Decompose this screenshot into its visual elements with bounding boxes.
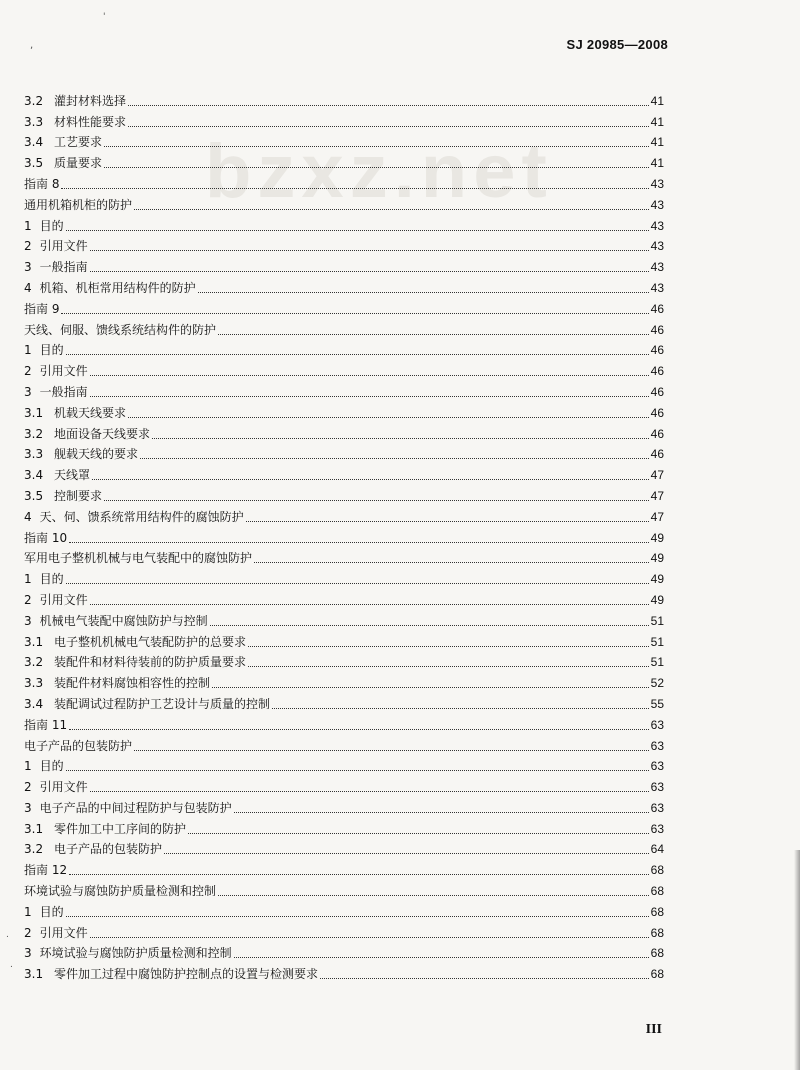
toc-entry-page: 64	[650, 842, 664, 857]
toc-entry-page: 63	[650, 738, 664, 753]
toc-dot-leader	[218, 334, 649, 335]
toc-entry-title: 指南 12	[24, 863, 68, 878]
toc-dot-leader	[66, 916, 649, 917]
toc-entry[interactable]	[24, 213, 664, 234]
toc-entry-title: 引用文件	[39, 592, 88, 607]
toc-entry-page: 68	[650, 904, 664, 919]
toc-entry-number: 2	[24, 592, 32, 607]
toc-entry-title: 引用文件	[39, 364, 88, 379]
toc-entry[interactable]	[24, 691, 664, 712]
toc-entry-title: 天线罩	[54, 468, 91, 483]
toc-entry-title: 目的	[39, 904, 64, 919]
toc-entry-page: 68	[650, 863, 664, 878]
toc-entry[interactable]	[24, 150, 664, 171]
toc-entry[interactable]	[24, 358, 664, 379]
toc-entry-number: 3	[24, 946, 32, 961]
toc-entry[interactable]	[24, 525, 664, 546]
toc-entry-page: 49	[650, 551, 664, 566]
toc-entry-number: 3.4	[24, 468, 44, 483]
toc-entry-page: 52	[650, 676, 664, 691]
toc-entry-title: 电子产品的中间过程防护与包装防护	[39, 800, 232, 815]
toc-dot-leader	[66, 583, 649, 584]
scan-speck: .	[10, 960, 13, 970]
toc-entry[interactable]	[24, 109, 664, 130]
toc-dot-leader	[61, 313, 648, 314]
toc-dot-leader	[234, 812, 649, 813]
toc-entry[interactable]	[24, 442, 664, 463]
toc-dot-leader	[90, 250, 649, 251]
toc-entry-title: 装配件材料腐蚀相容性的控制	[54, 676, 211, 691]
table-of-contents	[24, 88, 664, 982]
toc-dot-leader	[218, 895, 649, 896]
toc-entry[interactable]	[24, 379, 664, 400]
toc-entry[interactable]	[24, 421, 664, 442]
toc-entry-title: 目的	[39, 343, 64, 358]
toc-entry-title: 质量要求	[54, 156, 103, 171]
toc-entry-title: 目的	[39, 759, 64, 774]
scan-speck: .	[6, 930, 9, 940]
toc-entry-number: 1	[24, 904, 32, 919]
toc-dot-leader	[69, 874, 649, 875]
toc-entry-number: 3	[24, 260, 32, 275]
toc-entry[interactable]	[24, 712, 664, 733]
toc-dot-leader	[134, 750, 649, 751]
toc-dot-leader	[66, 354, 649, 355]
toc-entry[interactable]	[24, 837, 664, 858]
toc-entry-page: 68	[650, 946, 664, 961]
toc-entry-title: 指南 10	[24, 530, 68, 545]
toc-entry-title: 材料性能要求	[54, 114, 127, 129]
toc-entry-title: 引用文件	[39, 780, 88, 795]
toc-entry-number: 3.3	[24, 114, 44, 129]
toc-entry-number: 3	[24, 384, 32, 399]
toc-entry[interactable]	[24, 899, 664, 920]
toc-dot-leader	[188, 833, 649, 834]
toc-dot-leader	[212, 687, 649, 688]
toc-entry-page: 51	[650, 655, 664, 670]
toc-entry[interactable]	[24, 774, 664, 795]
toc-entry-page: 46	[650, 364, 664, 379]
toc-dot-leader	[104, 146, 649, 147]
toc-entry-page: 46	[650, 447, 664, 462]
toc-entry-page: 46	[650, 343, 664, 358]
toc-entry-number: 1	[24, 759, 32, 774]
toc-entry[interactable]	[24, 400, 664, 421]
toc-entry-page: 49	[650, 572, 664, 587]
toc-dot-leader	[66, 770, 649, 771]
watermark: bzxz.net	[205, 129, 553, 214]
toc-dot-leader	[69, 542, 649, 543]
toc-entry-title: 指南 8	[24, 176, 60, 191]
toc-entry[interactable]	[24, 275, 664, 296]
toc-dot-leader	[90, 396, 649, 397]
scan-speck: '	[103, 12, 106, 22]
toc-entry-page: 51	[650, 613, 664, 628]
toc-entry[interactable]	[24, 941, 664, 962]
toc-entry-page: 46	[650, 405, 664, 420]
toc-entry[interactable]	[24, 878, 664, 899]
toc-dot-leader	[90, 937, 649, 938]
toc-entry-page: 47	[650, 509, 664, 524]
toc-entry-title: 机械电气装配中腐蚀防护与控制	[39, 613, 208, 628]
toc-entry-number: 4	[24, 280, 32, 295]
toc-dot-leader	[92, 479, 649, 480]
toc-dot-leader	[104, 167, 649, 168]
toc-dot-leader	[254, 562, 649, 563]
toc-entry-number: 3.2	[24, 655, 44, 670]
toc-dot-leader	[210, 625, 649, 626]
toc-entry-number: 1	[24, 343, 32, 358]
toc-dot-leader	[248, 646, 649, 647]
toc-dot-leader	[128, 105, 649, 106]
toc-entry[interactable]	[24, 587, 664, 608]
toc-entry-page: 41	[650, 93, 664, 108]
toc-entry[interactable]	[24, 234, 664, 255]
toc-entry-page: 63	[650, 821, 664, 836]
toc-entry-number: 1	[24, 572, 32, 587]
toc-entry-page: 49	[650, 592, 664, 607]
toc-entry[interactable]	[24, 816, 664, 837]
toc-entry[interactable]	[24, 483, 664, 504]
toc-dot-leader	[140, 458, 649, 459]
toc-entry[interactable]	[24, 192, 664, 213]
toc-entry-title: 天、伺、馈系统常用结构件的腐蚀防护	[39, 509, 244, 524]
toc-dot-leader	[152, 438, 649, 439]
toc-entry-page: 63	[650, 800, 664, 815]
toc-entry-number: 2	[24, 364, 32, 379]
toc-entry-page: 63	[650, 759, 664, 774]
toc-entry-title: 装配调试过程防护工艺设计与质量的控制	[54, 696, 271, 711]
toc-dot-leader	[128, 126, 649, 127]
toc-entry-page: 63	[650, 780, 664, 795]
toc-entry-page: 43	[650, 280, 664, 295]
standard-code: SJ 20985—2008	[566, 37, 668, 52]
toc-entry-page: 43	[650, 239, 664, 254]
toc-entry-title: 舰载天线的要求	[54, 447, 139, 462]
toc-entry[interactable]	[24, 171, 664, 192]
toc-entry-number: 3.1	[24, 634, 44, 649]
toc-entry-title: 目的	[39, 572, 64, 587]
toc-entry-title: 装配件和材料待装前的防护质量要求	[54, 655, 247, 670]
toc-dot-leader	[61, 188, 648, 189]
toc-entry-page: 63	[650, 717, 664, 732]
toc-dot-leader	[134, 209, 649, 210]
toc-entry-title: 机箱、机柜常用结构件的防护	[39, 280, 196, 295]
toc-entry-title: 环境试验与腐蚀防护质量检测和控制	[24, 884, 217, 899]
toc-entry-number: 2	[24, 925, 32, 940]
toc-entry-page: 47	[650, 488, 664, 503]
toc-entry-number: 4	[24, 509, 32, 524]
toc-dot-leader	[198, 292, 649, 293]
toc-dot-leader	[128, 417, 649, 418]
toc-entry[interactable]	[24, 629, 664, 650]
toc-entry-number: 3.1	[24, 967, 44, 982]
toc-entry-title: 机载天线要求	[54, 405, 127, 420]
toc-entry[interactable]	[24, 608, 664, 629]
toc-entry-page: 55	[650, 696, 664, 711]
toc-dot-leader	[90, 375, 649, 376]
toc-entry-title: 一般指南	[39, 260, 88, 275]
toc-entry-page: 46	[650, 301, 664, 316]
toc-entry[interactable]	[24, 296, 664, 317]
toc-entry[interactable]	[24, 546, 664, 567]
toc-entry-title: 控制要求	[54, 488, 103, 503]
toc-entry-number: 2	[24, 239, 32, 254]
toc-entry-title: 目的	[39, 218, 64, 233]
toc-entry-title: 零件加工中工序间的防护	[54, 821, 187, 836]
toc-entry-number: 3	[24, 613, 32, 628]
toc-entry[interactable]	[24, 650, 664, 671]
toc-entry-title: 工艺要求	[54, 135, 103, 150]
toc-entry-title: 引用文件	[39, 925, 88, 940]
toc-entry[interactable]	[24, 130, 664, 151]
toc-entry-number: 3.4	[24, 135, 44, 150]
toc-entry-page: 49	[650, 530, 664, 545]
toc-entry-page: 46	[650, 322, 664, 337]
toc-entry-page: 68	[650, 925, 664, 940]
toc-entry[interactable]	[24, 254, 664, 275]
toc-entry-page: 47	[650, 468, 664, 483]
toc-entry-number: 3.5	[24, 156, 44, 171]
toc-entry-number: 1	[24, 218, 32, 233]
toc-entry-page: 43	[650, 218, 664, 233]
toc-entry-title: 电子产品的包装防护	[54, 842, 163, 857]
toc-dot-leader	[246, 521, 649, 522]
toc-entry[interactable]	[24, 504, 664, 525]
toc-entry-number: 3.2	[24, 93, 44, 108]
scan-speck: ,	[30, 40, 34, 51]
toc-dot-leader	[164, 853, 649, 854]
toc-entry-page: 41	[650, 114, 664, 129]
toc-entry-number: 3.2	[24, 426, 44, 441]
toc-entry[interactable]	[24, 462, 664, 483]
toc-entry-number: 3.1	[24, 405, 44, 420]
toc-dot-leader	[248, 666, 649, 667]
toc-entry-title: 零件加工过程中腐蚀防护控制点的设置与检测要求	[54, 967, 319, 982]
toc-entry-title: 电子整机机械电气装配防护的总要求	[54, 634, 247, 649]
toc-entry-title: 天线、伺服、馈线系统结构件的防护	[24, 322, 217, 337]
toc-entry-title: 指南 11	[24, 717, 68, 732]
toc-entry[interactable]	[24, 670, 664, 691]
toc-entry-page: 43	[650, 197, 664, 212]
toc-entry-number: 3.3	[24, 676, 44, 691]
toc-entry-page: 43	[650, 176, 664, 191]
toc-entry-title: 灌封材料选择	[54, 93, 127, 108]
toc-entry[interactable]	[24, 754, 664, 775]
toc-entry-number: 3.5	[24, 488, 44, 503]
scan-edge-shadow	[794, 850, 800, 1070]
toc-entry-page: 46	[650, 384, 664, 399]
toc-dot-leader	[90, 271, 649, 272]
toc-entry-page: 46	[650, 426, 664, 441]
toc-entry-page: 68	[650, 967, 664, 982]
toc-dot-leader	[90, 791, 649, 792]
toc-entry-title: 引用文件	[39, 239, 88, 254]
toc-entry-page: 41	[650, 156, 664, 171]
toc-entry-title: 环境试验与腐蚀防护质量检测和控制	[39, 946, 232, 961]
toc-entry[interactable]	[24, 795, 664, 816]
toc-entry-title: 军用电子整机机械与电气装配中的腐蚀防护	[24, 551, 253, 566]
toc-dot-leader	[104, 500, 649, 501]
toc-entry-number: 3.2	[24, 842, 44, 857]
toc-entry[interactable]	[24, 733, 664, 754]
toc-entry-title: 一般指南	[39, 384, 88, 399]
toc-entry[interactable]	[24, 961, 664, 982]
toc-entry-number: 3.4	[24, 696, 44, 711]
toc-entry-number: 3.1	[24, 821, 44, 836]
toc-entry-title: 通用机箱机柜的防护	[24, 197, 133, 212]
toc-entry-number: 2	[24, 780, 32, 795]
toc-dot-leader	[69, 729, 649, 730]
toc-dot-leader	[90, 604, 649, 605]
toc-dot-leader	[320, 978, 649, 979]
toc-entry-page: 41	[650, 135, 664, 150]
toc-dot-leader	[66, 230, 649, 231]
toc-entry[interactable]	[24, 566, 664, 587]
toc-entry-title: 指南 9	[24, 301, 60, 316]
toc-entry[interactable]	[24, 317, 664, 338]
toc-dot-leader	[272, 708, 649, 709]
toc-entry[interactable]	[24, 88, 664, 109]
toc-dot-leader	[234, 957, 649, 958]
toc-entry[interactable]	[24, 857, 664, 878]
toc-entry-title: 地面设备天线要求	[54, 426, 151, 441]
toc-entry[interactable]	[24, 338, 664, 359]
toc-entry-page: 68	[650, 884, 664, 899]
toc-entry[interactable]	[24, 920, 664, 941]
toc-entry-title: 电子产品的包装防护	[24, 738, 133, 753]
toc-entry-number: 3	[24, 800, 32, 815]
page-number: III	[645, 1022, 662, 1037]
toc-entry-page: 43	[650, 260, 664, 275]
toc-entry-number: 3.3	[24, 447, 44, 462]
toc-entry-page: 51	[650, 634, 664, 649]
